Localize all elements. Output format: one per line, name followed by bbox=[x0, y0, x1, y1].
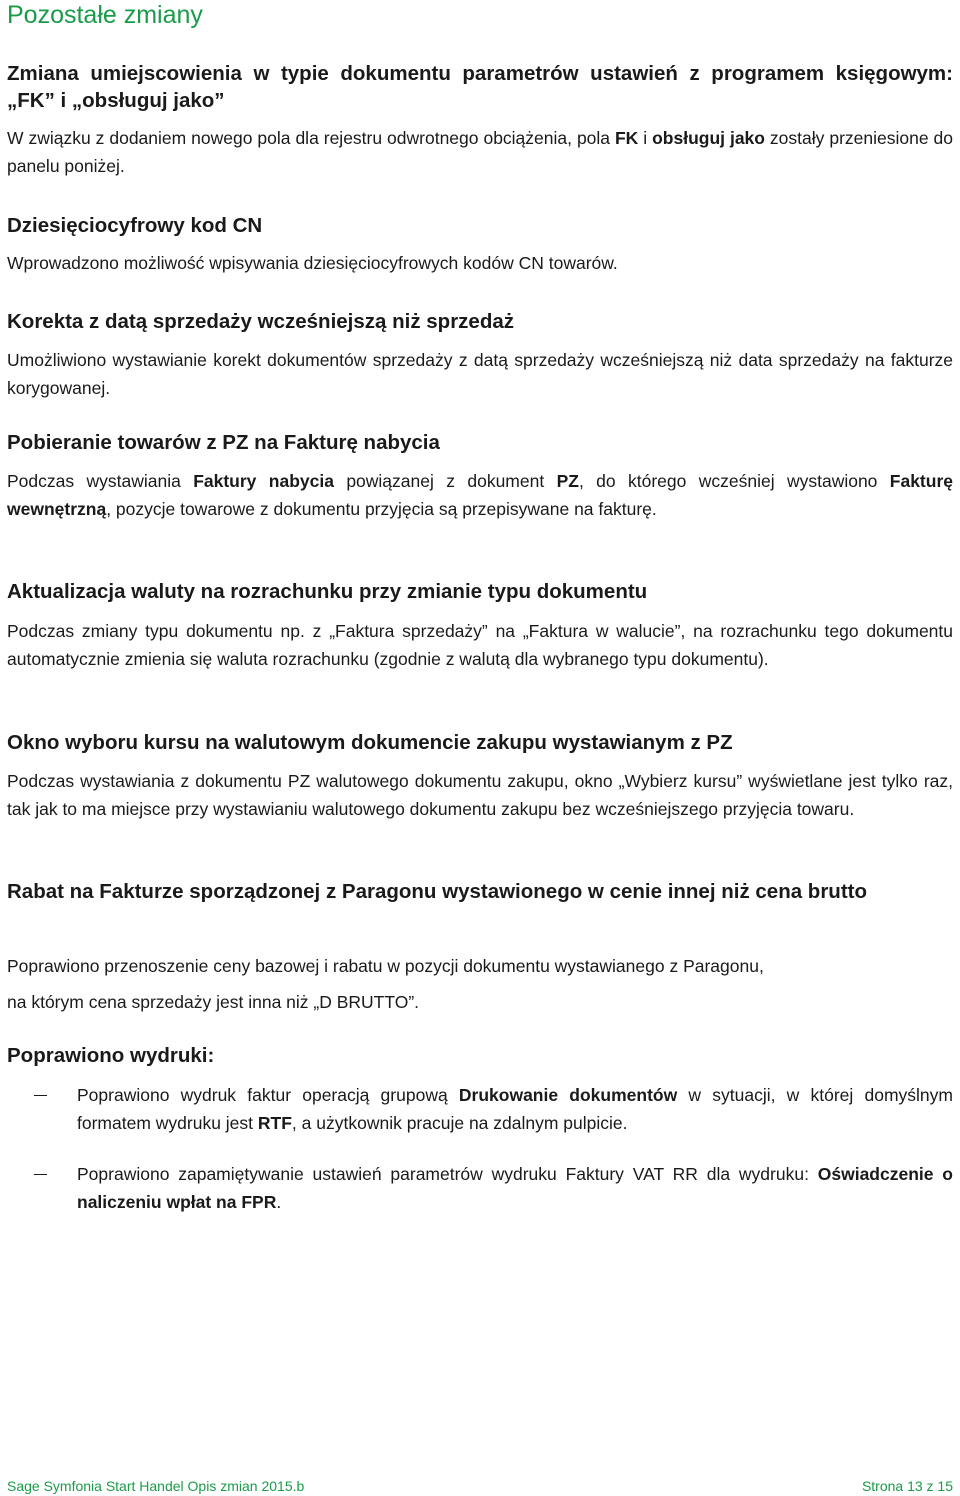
list-item-text: Poprawiono zapamiętywanie ustawień parametrów wydruku Faktury VAT RR dla wydruku: Oświadczenie o naliczeniu wpłat na FPR. bbox=[77, 1164, 953, 1212]
footer-page-number: Strona 13 z 15 bbox=[861, 1478, 953, 1494]
section-heading-rabat: Rabat na Fakturze sporządzonej z Paragonu wystawionego w cenie innej niż cena brutto bbox=[7, 880, 868, 903]
section-paragraph-rabat-line1: Poprawiono przenoszenie ceny bazowej i rabatu w pozycji dokumentu wystawianego z Paragonu, bbox=[7, 956, 764, 976]
section-heading-cn: Dziesięciocyfrowy kod CN bbox=[7, 214, 263, 237]
list-item bbox=[7, 1161, 953, 1217]
list-item bbox=[7, 1082, 953, 1138]
section-paragraph-korekta: Umożliwiono wystawianie korekt dokumentów sprzedaży z datą sprzedaży wcześniejszą niż data sprzedaży na fakturze korygowanej. bbox=[7, 350, 953, 398]
list-item-text: Poprawiono wydruk faktur operacją grupową Drukowanie dokumentów w sytuacji, w której domyślnym formatem wydruku jest RTF, a użytkownik pracuje na zdalnym pulpicie. bbox=[77, 1085, 953, 1133]
section-paragraph-rabat-line2: na którym cena sprzedaży jest inna niż „D BRUTTO”. bbox=[7, 992, 420, 1012]
section-heading-pz: Pobieranie towarów z PZ na Fakturę nabycia bbox=[7, 431, 440, 454]
dash-bullet-icon bbox=[34, 1095, 47, 1096]
page-footer bbox=[7, 1476, 953, 1496]
page-title: Pozostałe zmiany bbox=[7, 1, 203, 29]
section-heading-wydruki: Poprawiono wydruki: bbox=[7, 1044, 215, 1067]
section-paragraph-pz: Podczas wystawiania Faktury nabycia powiązanej z dokument PZ, do którego wcześniej wystawiono Fakturę wewnętrzną, pozycje towarowe z dokumentu przyjęcia są przepisywane na fakturę. bbox=[7, 471, 953, 519]
dash-bullet-icon bbox=[34, 1174, 47, 1175]
section-paragraph-waluta: Podczas zmiany typu dokumentu np. z „Faktura sprzedaży” na „Faktura w walucie”, na rozrachunku tego dokumentu automatycznie zmienia się waluta rozrachunku (zgodnie z walutą dla wybranego typu dokumentu). bbox=[7, 621, 953, 669]
footer-document-name: Sage Symfonia Start Handel Opis zmian 2015.b bbox=[7, 1478, 305, 1494]
section-paragraph-cn: Wprowadzono możliwość wpisywania dziesięciocyfrowych kodów CN towarów. bbox=[7, 253, 618, 273]
section-heading-kurs: Okno wyboru kursu na walutowym dokumencie zakupu wystawianym z PZ bbox=[7, 731, 733, 754]
section-paragraph-fk: W związku z dodaniem nowego pola dla rejestru odwrotnego obciążenia, pola FK i obsługuj jako zostały przeniesione do panelu poniżej. bbox=[7, 128, 953, 176]
section-heading-fk: Zmiana umiejscowienia w typie dokumentu parametrów ustawień z programem księgowym: „FK” i „obsługuj jako” bbox=[7, 62, 953, 112]
section-heading-korekta: Korekta z datą sprzedaży wcześniejszą niż sprzedaż bbox=[7, 310, 514, 333]
section-heading-waluta: Aktualizacja waluty na rozrachunku przy zmianie typu dokumentu bbox=[7, 580, 648, 603]
section-paragraph-kurs: Podczas wystawiania z dokumentu PZ walutowego dokumentu zakupu, okno „Wybierz kursu” wyświetlane jest tylko raz, tak jak to ma miejsce przy wystawianiu walutowego dokumentu zakupu bez wcześniejszego przyjęcia towaru. bbox=[7, 771, 953, 819]
